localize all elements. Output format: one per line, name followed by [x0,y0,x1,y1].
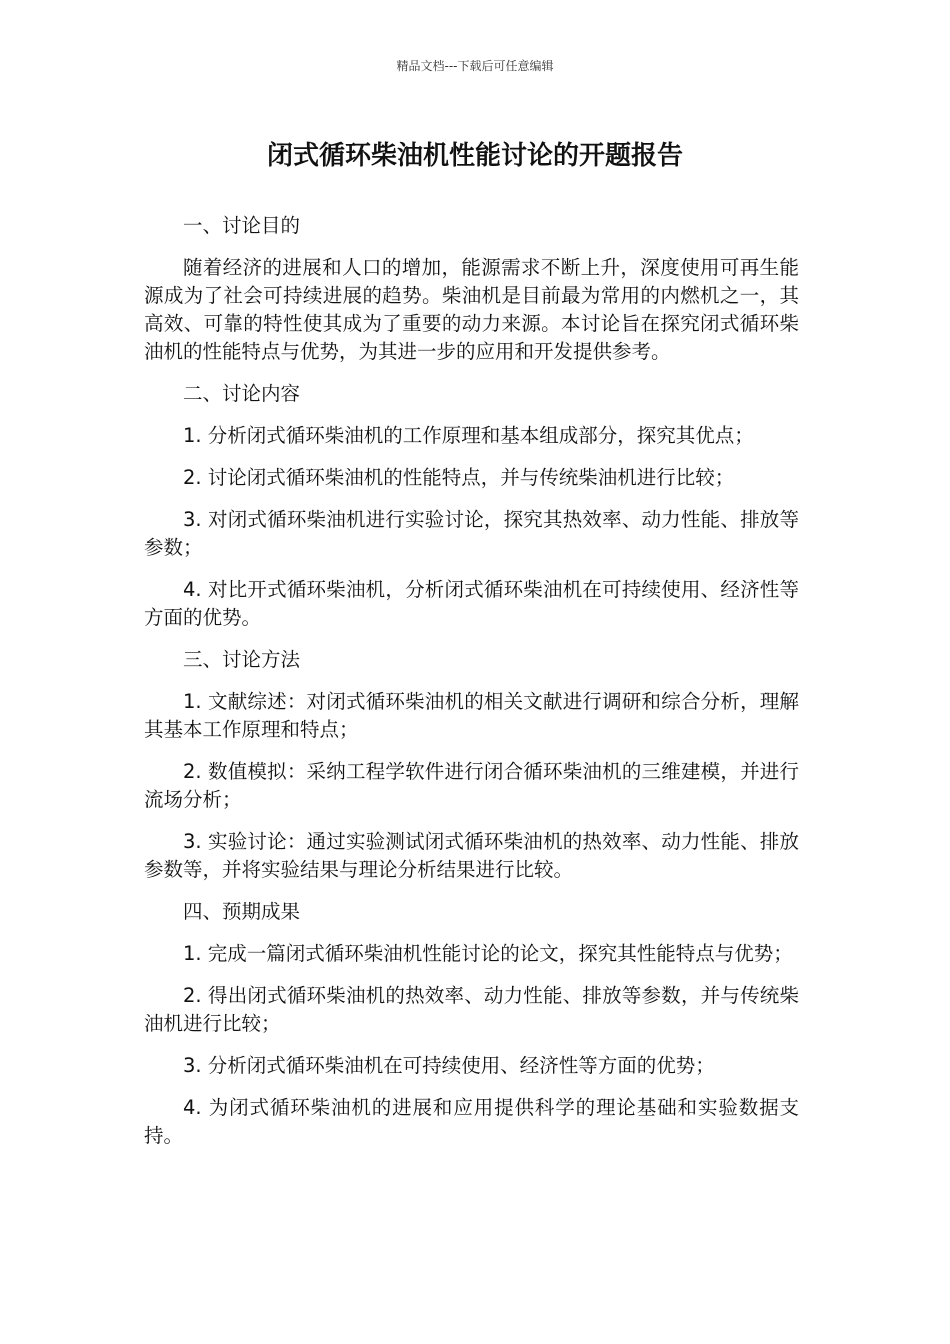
section-heading-methods: 三、讨论方法 [183,648,301,671]
list-item: 2. 讨论闭式循环柴油机的性能特点，并与传统柴油机进行比较； [183,466,735,489]
document-title: 闭式循环柴油机性能讨论的开题报告 [266,141,683,171]
list-item: 1. 文献综述：对闭式循环柴油机的相关文献进行调研和综合分析，理解其基本工作原理和特点； [144,690,799,741]
document-body [144,212,799,1164]
list-item: 3. 分析闭式循环柴油机在可持续使用、经济性等方面的优势； [183,1054,715,1077]
section-heading-content: 二、讨论内容 [183,382,301,405]
list-item: 3. 实验讨论：通过实验测试闭式循环柴油机的热效率、动力性能、排放参数等，并将实验结果与理论分析结果进行比较。 [144,830,799,881]
header-note: 精品文档---下载后可任意编辑 [396,59,554,73]
section-heading-purpose: 一、讨论目的 [183,214,301,237]
list-item: 2. 得出闭式循环柴油机的热效率、动力性能、排放等参数，并与传统柴油机进行比较； [144,984,799,1035]
list-item: 3. 对闭式循环柴油机进行实验讨论，探究其热效率、动力性能、排放等参数； [144,508,799,559]
list-item: 4. 对比开式循环柴油机，分析闭式循环柴油机在可持续使用、经济性等方面的优势。 [144,578,799,629]
paragraph: 随着经济的进展和人口的增加，能源需求不断上升，深度使用可再生能源成为了社会可持续进展的趋势。柴油机是目前最为常用的内燃机之一，其高效、可靠的特性使其成为了重要的动力来源。本讨论旨在探究闭式循环柴油机的性能特点与优势，为其进一步的应用和开发提供参考。 [144,256,799,363]
list-item: 1. 完成一篇闭式循环柴油机性能讨论的论文，探究其性能特点与优势； [183,942,793,965]
list-item: 2. 数值模拟：采纳工程学软件进行闭合循环柴油机的三维建模，并进行流场分析； [144,760,799,811]
list-item: 1. 分析闭式循环柴油机的工作原理和基本组成部分，探究其优点； [183,424,754,447]
list-item: 4. 为闭式循环柴油机的进展和应用提供科学的理论基础和实验数据支持。 [144,1096,799,1147]
section-heading-outcomes: 四、预期成果 [183,900,301,923]
